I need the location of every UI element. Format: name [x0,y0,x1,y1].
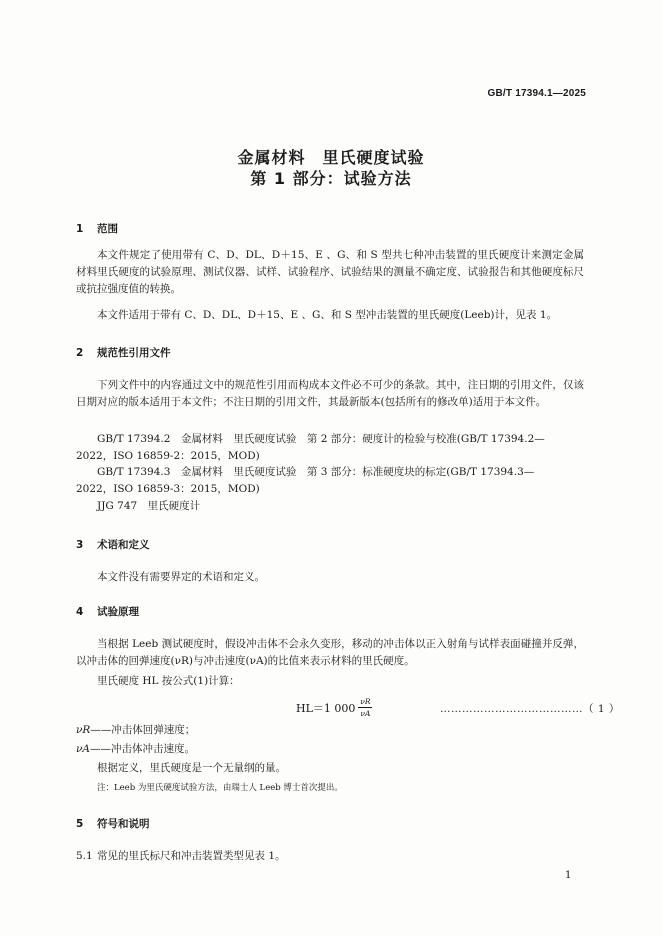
reference-2-line-2: 2022，ISO 16859-3：2015，MOD) [76,483,260,495]
formula-denominator: νA [360,709,371,718]
section-4-paragraph-3: 根据定义，里氏硬度是一个无量纲的量。 [97,762,286,774]
section-title: 符号和说明 [97,818,150,830]
clause-text: 常见的里氏标尺和冲击装置类型见表 1。 [97,850,286,862]
definition-text: ——冲击体冲击速度。 [89,743,195,755]
page-number: 1 [565,870,572,881]
symbol-va: νA [76,743,90,755]
definition-vr [76,722,195,739]
reference-3: JJG 747 里氏硬度计 [97,500,201,512]
section-1-heading [76,221,118,236]
section-2-paragraph-1: 下列文件中的内容通过文中的规范性引用而构成本文件必不可少的条款。其中，注日期的引用文件，仅该日期对应的版本适用于本文件；不注日期的引用文件，其最新版本(包括所有的修改单)适用于本文件。 [76,379,584,408]
section-4-note: 注：Leeb 为里氏硬度试验方法，由瑞士人 Leeb 博士首次提出。 [97,783,343,793]
symbol-vr: νR [76,724,91,736]
standard-code: GB/T 17394.1—2025 [487,88,586,99]
section-number: 3 [76,539,84,551]
section-5-heading [76,816,150,831]
document-title-line1: 金属材料 里氏硬度试验 [237,148,425,167]
section-3-paragraph-1: 本文件没有需要界定的术语和定义。 [97,571,265,583]
document-title-line2: 第 1 部分：试验方法 [250,169,412,188]
clause-5-1 [76,848,286,865]
section-1-paragraph-1: 本文件规定了使用带有 C、D、DL、D＋15、E 、G、和 S 型共七种冲击装置的里氏硬度计来测定金属材料里氏硬度的试验原理、测试仪器、试样、试验程序、试验结果的测量不确定度、试验报告和其他硬度标尺或抗拉强度值的转换。 [76,249,584,295]
reference-1-line-2: 2022，ISO 16859-2：2015，MOD) [76,450,260,462]
formula-1 [296,697,372,718]
section-title: 试验原理 [97,606,139,618]
formula-lhs: HL＝1 000 [296,701,356,715]
section-number: 5 [76,818,84,830]
equation-number: …………………………………（ 1 ） [440,703,620,715]
formula-numerator: νR [360,697,371,706]
section-4-heading [76,604,139,619]
section-title: 规范性引用文件 [97,347,171,359]
clause-number: 5.1 [76,850,93,862]
section-number: 4 [76,606,84,618]
definition-va [76,741,195,758]
section-title: 术语和定义 [97,539,150,551]
reference-1-line-1: GB/T 17394.2 金属材料 里氏硬度试验 第 2 部分：硬度计的检验与校准(GB/T 17394.2— [97,433,545,445]
section-2-heading [76,345,171,360]
definition-text: ——冲击体回弹速度； [90,724,196,736]
section-3-heading [76,537,150,552]
section-1-paragraph-2: 本文件适用于带有 C、D、DL、D＋15、E 、G、和 S 型冲击装置的里氏硬度(Leeb)计，见表 1。 [97,309,558,321]
fraction-bar [358,707,372,708]
section-number: 1 [76,223,84,235]
reference-2-line-1: GB/T 17394.3 金属材料 里氏硬度试验 第 3 部分：标准硬度块的标定(GB/T 17394.3— [97,466,535,478]
section-number: 2 [76,347,84,359]
section-4-paragraph-1: 当根据 Leeb 测试硬度时，假设冲击体不会永久变形，移动的冲击体以正入射角与试样表面碰撞并反弹，以冲击体的回弹速度(νR)与冲击速度(νA)的比值来表示材料的里氏硬度。 [76,638,584,667]
section-title: 范围 [97,223,118,235]
section-4-paragraph-2: 里氏硬度 HL 按公式(1)计算： [97,675,240,687]
formula-fraction [358,697,372,718]
